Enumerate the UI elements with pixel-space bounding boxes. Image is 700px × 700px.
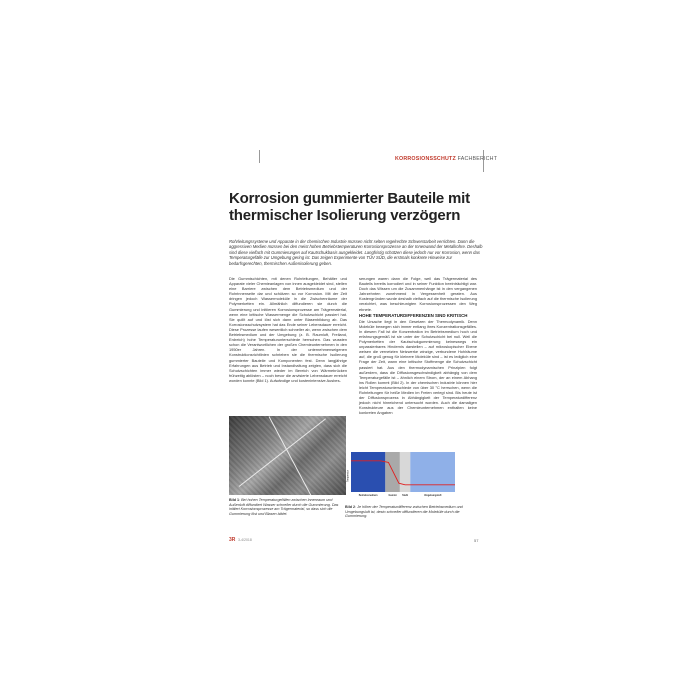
chart-region-0	[351, 452, 385, 492]
article-title: Korrosion gummierter Bauteile mit thermischer Isolierung verzögern	[229, 190, 470, 224]
left-column-text: Die Gummischichten, mit denen Rohrleitungen, Behälter und Apparate vieler Chemieanlagen von innen ausgekleidet sind, stellen eine Barriere zwischen dem Betriebsmedium und der Rohrinnenseite dar und schützen so vor Korrosion. Mit der Zeit dringen jedoch Wassermoleküle in die Zwischenräume der Polymerketten ein. Allmählich diffundieren sie durch die Gummierung und initiieren Korrosionsprozesse am Trägermaterial, wenn eine kritische Wassermenge die Schutzschicht passiert hat. Sie quillt auf und löst sich dann unter Blasenbildung ab. Das Korrosionsschutzsystem hat das Ende seiner Lebensdauer erreicht. Diese Prozesse laufen wesentlich schneller ab, wenn zwischen dem Betriebsmedium und der Umgebung (z. B. Raumluft, Freiland, Erdreich) hohe Temperaturunterschiede herrschen. Das wussten schon die Verantwortlichen der großen Chemieunternehmen in den 1950er Jahren. In der unternehmenseigenen Konstruktionsrichtlinien schrieben sie die thermische Isolierung gummierter Bauteile und Komponenten fest. Denn langjährige Erfahrungen aus Betrieb und Instandhaltung zeigten, dass sich die Schutzschichten immer wieder im Bereich von Wärmebrücken frühzeitig ablösten – noch bevor die anvisierte Lebensdauer erreicht worden konnte (Bild 1). Aufwändige und kostenintensive Ausbes-	[229, 276, 347, 383]
figure-1-photo	[229, 416, 346, 495]
chart-region-2	[400, 452, 410, 492]
body-column-right	[359, 276, 477, 415]
page-number: 57	[474, 538, 479, 543]
figure-2-label: Bild 2	[345, 505, 356, 509]
figure-2-text: : Je höher der Temperaturdifferenz zwischen Betriebsmedium und Umgebungsluft ist, desto schneller diffundieren die Moleküle durch die Gummierung.	[345, 505, 463, 519]
figure-2-chart	[345, 450, 460, 502]
right-column-text-2: Die Ursache liegt in den Gesetzen der Thermodynamik. Denn Moleküle bewegen sich immer entlang ihres Konzentrationsgefälles. In diesem Fall ist die Konzentration im Betriebsmedium hoch und erfahrungsgemäß ist sie unter der Schutzschicht bei null. Weil die Polymerketten der Kautschukgummierung keineswegs ein unpassierbares Hindernis darstellen – auf mikroskopischer Ebene weisen die vernetzten Netzwerke winzige, verbundene Hohlräume auf, die groß genug für kleinere Moleküle sind – ist es lediglich eine Frage der Zeit, wann eine kritische Stoffmenge die Schutzschicht passiert hat. Aus den thermodynamischen Prinzipien folgt außerdem, dass die Diffusionsgeschwindigkeit abhängig von dem Temperaturgefälle ist – ähnlich einem Strom, der an einem Abhang ins Rollen kommt (Bild 2). In der chemischen Industrie können hier leicht Temperaturunterschiede von über 30 °C herrschen, wenn die Rohrleitungen für heiße Medien im Freien verlegt sind. Bis heute ist der Diffusionsprozess in Abhängigkeit der Temperaturdifferenz jedoch nicht hinreichend untersucht worden. Auch die damaligen Konstrukteure aus der Chemieunternehmen enthalten keine konkreten Angaben	[359, 318, 477, 416]
section-tag	[395, 156, 498, 162]
chart-region-label-1: Gummi	[388, 494, 397, 497]
figure-2-caption	[345, 505, 463, 519]
chart-region-label-0: Betriebsmedium	[358, 494, 378, 497]
article-intro: Rohrleitungssysteme und Apparate in der chemischen Industrie müssen nicht selten regelrechte Schwerstarbeit verrichten. Dann die aggressiven Medien müssen bei den meist hohen Betriebstemperaturen Korrosionsprozesse an der Innenwand der Metallrohre. Deshalb sind diese vielfach mit Gummierungen auf Kautschukbasis ausgekleidet. Langfristig schützen diese jedoch nur vor Korrosion, wenn das Temperaturgefälle zur Umgebung gering ist. Das zeigen Experimente von TÜV SÜD, die erstmals konkrete Hinweise zur bedarfsgerechten, thermischen Außenisolierung geben.	[229, 239, 483, 266]
figure-1-text: : Bei hohen Temperaturgefällen zwischen Innenraum und Außenluft diffundiert Wasser schneller durch die Gummierung. Das initiiert Korrosionsprozesse am Trägermaterial, so dass sich die Gummierung löst und Blasen bildet.	[229, 498, 339, 517]
right-column-text-1: serungen waren dann die Folge, weil das Trägermaterial des Bauteils bereits korrodiert und in seiner Funktion beeinträchtigt war. Doch das Wissen um die Zusammenhänge ist in den vergangenen Jahrzehnten zunehmend in Vergessenheit geraten. Aus Kostengründen wurde deshalb vielfach auf die thermische Isolierung verzichtet, was beschleunigten Korrosionsprozessen den Weg ebnete.	[359, 276, 477, 312]
figure-1-caption	[229, 498, 347, 517]
chart-region-label-3: Umgebungsluft	[423, 494, 442, 497]
chart-y-label: Temperatur	[346, 469, 350, 482]
subheading: HOHE TEMPERATURDIFFERENZEN SIND KRITISCH	[359, 312, 468, 318]
chart-region-3	[410, 452, 455, 492]
chart-region-1	[385, 452, 400, 492]
chart-region-label-2: Stahl	[402, 494, 409, 497]
issue-label: 3-4/2018	[238, 538, 252, 542]
magazine-logo: 3R	[229, 537, 236, 543]
section-tag-rest: FACHBERICHT	[457, 156, 498, 162]
section-tag-accent: KORROSIONSSCHUTZ	[395, 156, 456, 162]
header-rule	[259, 150, 260, 163]
figure-1-label: Bild 1	[229, 498, 240, 502]
body-column-left	[229, 276, 347, 383]
